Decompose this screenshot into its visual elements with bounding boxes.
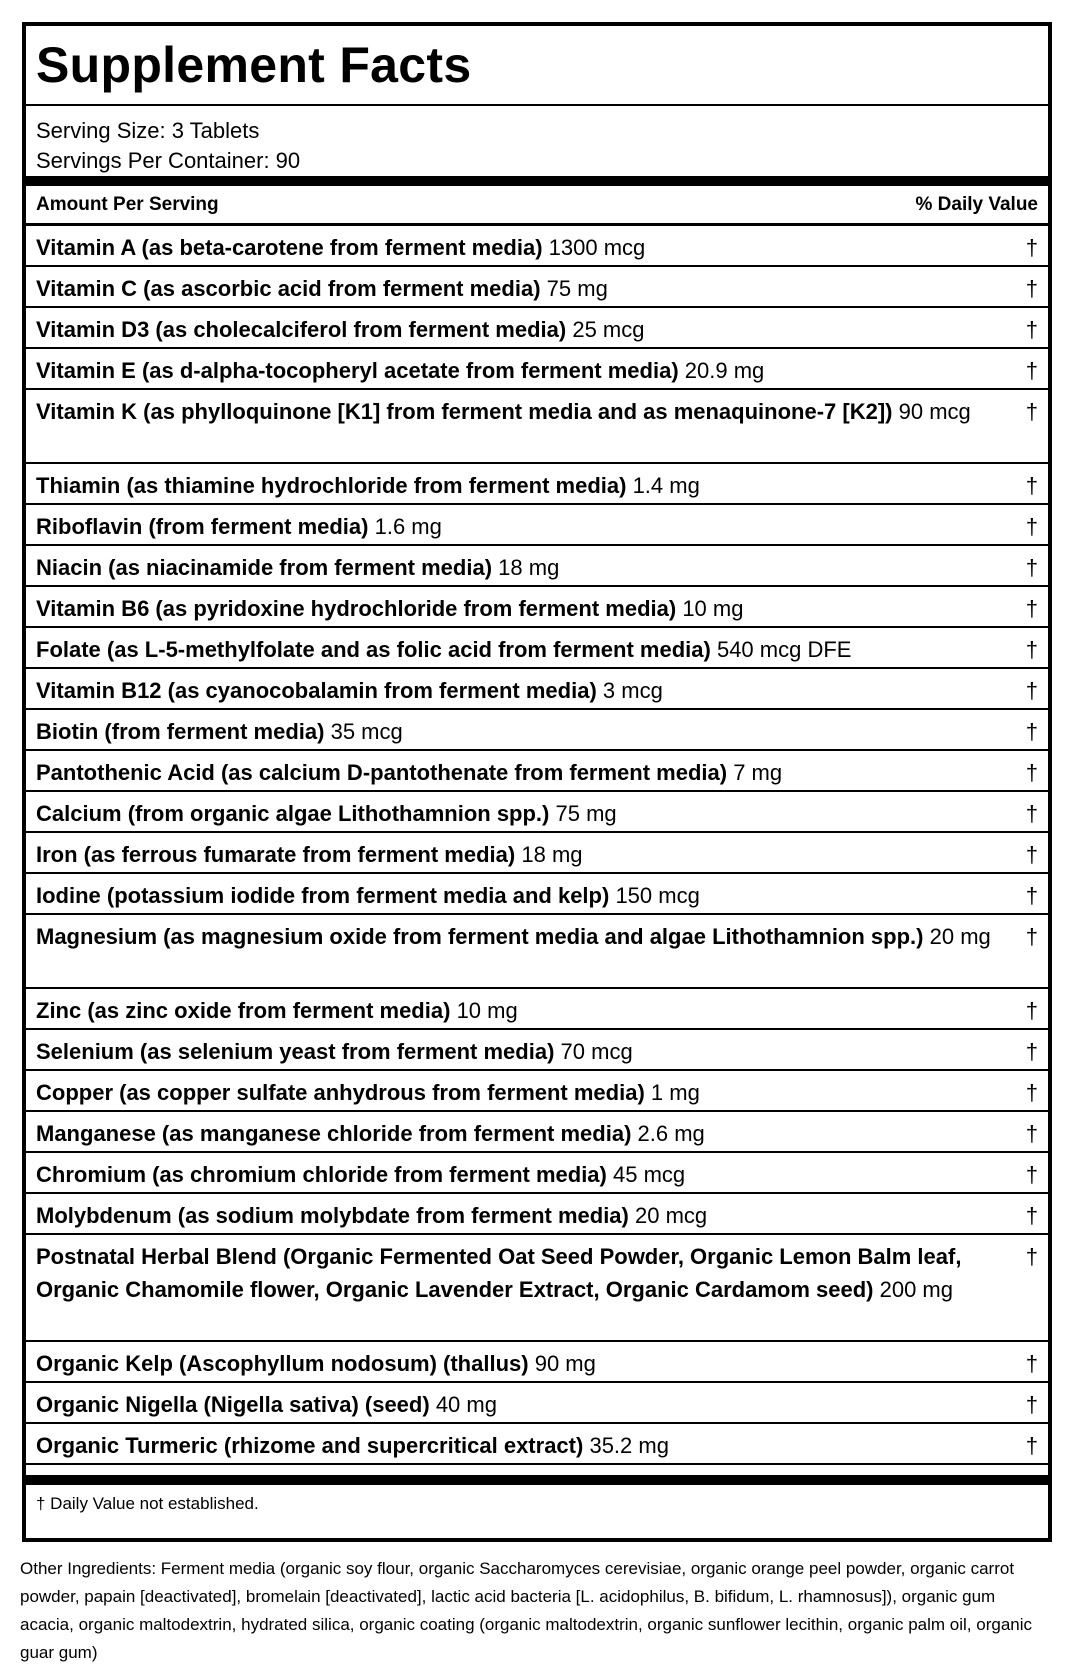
nutrient-row	[26, 989, 1048, 1030]
daily-value-label: % Daily Value	[915, 193, 1038, 215]
daily-value-mark: †	[1025, 235, 1038, 260]
nutrient-name: Selenium (as selenium yeast from ferment media)	[36, 1039, 555, 1064]
daily-value-mark: †	[1025, 1351, 1038, 1376]
nutrient-row	[26, 390, 1048, 464]
daily-value-mark: †	[1025, 637, 1038, 662]
nutrient-amount: 90 mg	[534, 1351, 596, 1376]
daily-value-mark: †	[1025, 276, 1038, 301]
supplement-facts-panel	[22, 22, 1052, 1542]
serving-size: Serving Size: 3 Tablets	[36, 118, 260, 143]
nutrient-row	[26, 308, 1048, 349]
daily-value-mark: †	[1025, 719, 1038, 744]
daily-value-mark: †	[1025, 801, 1038, 826]
nutrient-row	[26, 751, 1048, 792]
nutrient-row	[26, 587, 1048, 628]
thick-divider	[26, 1465, 1048, 1485]
nutrient-name: Folate (as L-5-methylfolate and as folic acid from ferment media)	[36, 637, 711, 662]
nutrient-name: Riboflavin (from ferment media)	[36, 514, 369, 539]
amount-per-serving-label: Amount Per Serving	[36, 193, 219, 215]
nutrient-row	[26, 1424, 1048, 1465]
daily-value-mark: †	[1025, 1162, 1038, 1187]
nutrient-row	[26, 464, 1048, 505]
nutrient-name: Zinc (as zinc oxide from ferment media)	[36, 998, 451, 1023]
nutrient-name: Vitamin E (as d-alpha-tocopheryl acetate from ferment media)	[36, 358, 679, 383]
daily-value-mark: †	[1025, 473, 1038, 498]
nutrient-name: Niacin (as niacinamide from ferment media)	[36, 555, 493, 580]
nutrient-amount: 150 mcg	[615, 883, 700, 908]
daily-value-mark: †	[1025, 1080, 1038, 1105]
nutrient-amount: 10 mg	[456, 998, 518, 1023]
nutrient-amount: 3 mcg	[602, 678, 663, 703]
nutrient-name: Vitamin D3 (as cholecalciferol from ferment media)	[36, 317, 567, 342]
nutrient-amount: 1.6 mg	[374, 514, 442, 539]
nutrient-row	[26, 1235, 1048, 1342]
other-ingredients: Other Ingredients: Ferment media (organic soy flour, organic Saccharomyces cerevisiae, organic orange peel powder, organic carrot powder, papain [deactivated], bromelain [deactivated], lactic acid bacteria [L. acidophilus, B. bifidum, L. rhamnosus]), organic gum acacia, organic maltodextrin, hydrated silica, organic coating (organic maltodextrin, organic sunflower lecithin, organic palm oil, organic guar gum)	[20, 1559, 1033, 1662]
nutrient-name: Thiamin (as thiamine hydrochloride from ferment media)	[36, 473, 627, 498]
nutrient-row	[26, 546, 1048, 587]
nutrient-amount: 75 mg	[546, 276, 608, 301]
nutrient-row	[26, 833, 1048, 874]
daily-value-mark: †	[1025, 842, 1038, 867]
nutrient-row	[26, 1383, 1048, 1424]
daily-value-mark: †	[1025, 596, 1038, 621]
nutrient-row	[26, 1071, 1048, 1112]
nutrient-amount: 10 mg	[682, 596, 744, 621]
nutrient-name: Postnatal Herbal Blend (Organic Fermented Oat Seed Powder, Organic Lemon Balm leaf, Organic Chamomile flower, Organic Lavender Extract, Organic Cardamom seed)	[36, 1244, 962, 1302]
nutrient-amount: 20 mcg	[635, 1203, 708, 1228]
daily-value-mark: †	[1025, 924, 1038, 949]
servings-per-container: Servings Per Container: 90	[36, 148, 301, 173]
footnote: † Daily Value not established.	[36, 1494, 259, 1513]
daily-value-mark: †	[1025, 1433, 1038, 1458]
nutrient-amount: 7 mg	[733, 760, 783, 785]
daily-value-mark: †	[1025, 358, 1038, 383]
nutrient-amount: 2.6 mg	[637, 1121, 705, 1146]
nutrient-row	[26, 1194, 1048, 1235]
nutrient-row	[26, 349, 1048, 390]
nutrient-name: Magnesium (as magnesium oxide from ferment media and algae Lithothamnion spp.)	[36, 924, 924, 949]
daily-value-mark: †	[1025, 1203, 1038, 1228]
daily-value-mark: †	[1025, 678, 1038, 703]
nutrient-amount: 90 mcg	[898, 399, 971, 424]
nutrient-row	[26, 628, 1048, 669]
panel-title: Supplement Facts	[26, 26, 1048, 106]
nutrient-row	[26, 1112, 1048, 1153]
nutrient-amount: 18 mg	[498, 555, 560, 580]
nutrient-amount: 18 mg	[521, 842, 583, 867]
daily-value-mark: †	[1025, 555, 1038, 580]
nutrient-name: Vitamin B12 (as cyanocobalamin from ferment media)	[36, 678, 597, 703]
nutrient-amount: 75 mg	[555, 801, 617, 826]
nutrient-name: Manganese (as manganese chloride from ferment media)	[36, 1121, 632, 1146]
nutrient-name: Pantothenic Acid (as calcium D-pantothenate from ferment media)	[36, 760, 728, 785]
nutrient-name: Vitamin B6 (as pyridoxine hydrochloride from ferment media)	[36, 596, 677, 621]
serving-info	[26, 106, 1048, 186]
nutrient-name: Chromium (as chromium chloride from ferment media)	[36, 1162, 607, 1187]
nutrient-amount: 20 mg	[929, 924, 991, 949]
nutrient-name: Vitamin C (as ascorbic acid from ferment media)	[36, 276, 541, 301]
nutrient-name: Molybdenum (as sodium molybdate from ferment media)	[36, 1203, 629, 1228]
nutrient-row	[26, 792, 1048, 833]
nutrient-amount: 35 mcg	[330, 719, 403, 744]
nutrient-row	[26, 874, 1048, 915]
nutrient-name: Iodine (potassium iodide from ferment media and kelp)	[36, 883, 610, 908]
nutrient-row	[26, 915, 1048, 989]
nutrient-amount: 40 mg	[435, 1392, 497, 1417]
nutrient-name: Vitamin A (as beta-carotene from ferment media)	[36, 235, 543, 260]
nutrient-name: Calcium (from organic algae Lithothamnion spp.)	[36, 801, 550, 826]
nutrient-amount: 20.9 mg	[684, 358, 765, 383]
nutrient-amount: 25 mcg	[572, 317, 645, 342]
nutrient-amount: 540 mcg DFE	[716, 637, 852, 662]
nutrient-amount: 200 mg	[879, 1277, 953, 1302]
nutrient-row	[26, 669, 1048, 710]
daily-value-mark: †	[1025, 1244, 1038, 1269]
nutrient-name: Iron (as ferrous fumarate from ferment media)	[36, 842, 516, 867]
nutrient-amount: 1.4 mg	[632, 473, 700, 498]
nutrient-row	[26, 1342, 1048, 1383]
daily-value-mark: †	[1025, 399, 1038, 424]
nutrient-name: Organic Kelp (Ascophyllum nodosum) (thallus)	[36, 1351, 529, 1376]
nutrient-name: Vitamin K (as phylloquinone [K1] from ferment media and as menaquinone-7 [K2])	[36, 399, 893, 424]
nutrient-name: Organic Nigella (Nigella sativa) (seed)	[36, 1392, 430, 1417]
nutrient-row	[26, 710, 1048, 751]
daily-value-mark: †	[1025, 760, 1038, 785]
daily-value-mark: †	[1025, 998, 1038, 1023]
column-header	[26, 186, 1048, 226]
nutrient-amount: 1 mg	[650, 1080, 700, 1105]
nutrient-row	[26, 226, 1048, 267]
nutrient-row	[26, 1030, 1048, 1071]
nutrient-name: Copper (as copper sulfate anhydrous from ferment media)	[36, 1080, 645, 1105]
nutrient-row	[26, 1153, 1048, 1194]
nutrient-row	[26, 505, 1048, 546]
daily-value-mark: †	[1025, 514, 1038, 539]
nutrient-amount: 1300 mcg	[548, 235, 646, 260]
nutrient-amount: 45 mcg	[613, 1162, 686, 1187]
daily-value-mark: †	[1025, 883, 1038, 908]
daily-value-mark: †	[1025, 1039, 1038, 1064]
nutrient-name: Biotin (from ferment media)	[36, 719, 325, 744]
daily-value-mark: †	[1025, 317, 1038, 342]
nutrient-amount: 70 mcg	[560, 1039, 633, 1064]
nutrient-amount: 35.2 mg	[589, 1433, 669, 1458]
daily-value-mark: †	[1025, 1121, 1038, 1146]
nutrient-row	[26, 267, 1048, 308]
daily-value-mark: †	[1025, 1392, 1038, 1417]
nutrient-name: Organic Turmeric (rhizome and supercritical extract)	[36, 1433, 584, 1458]
